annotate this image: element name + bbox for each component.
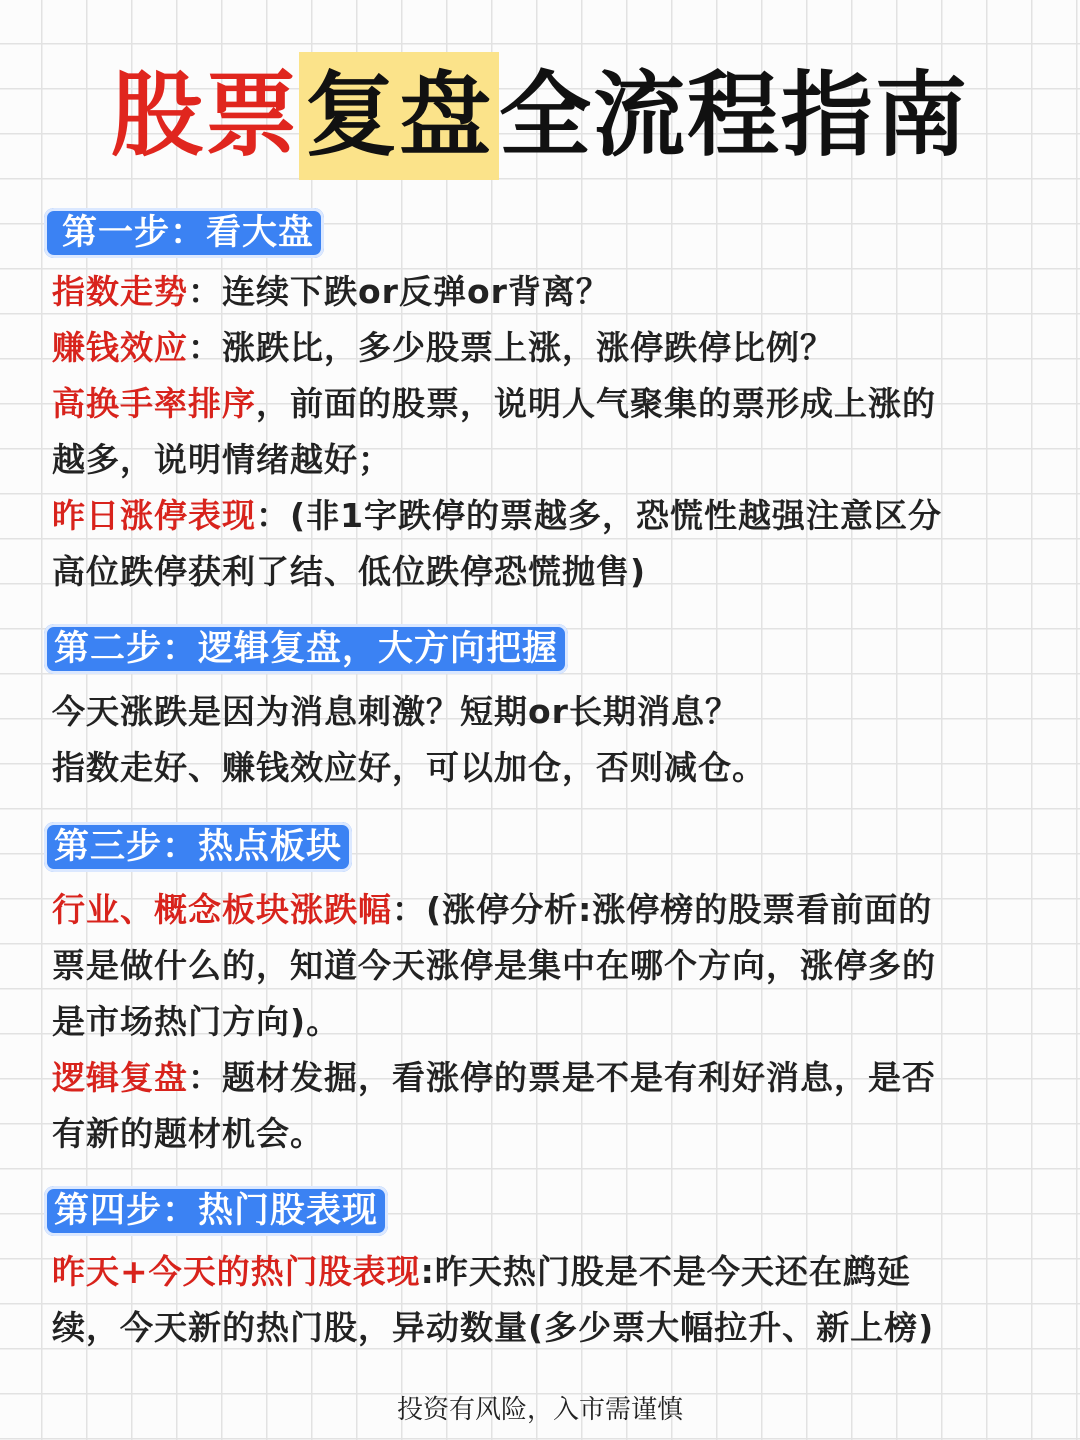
step-3-badge: 第三步：热点板块	[44, 822, 352, 872]
line-key: 高换手率排序	[52, 384, 256, 423]
step-3-line-4	[52, 1050, 1032, 1106]
step-2-line-1	[52, 684, 1032, 740]
page-title	[0, 52, 1080, 180]
line-text: 高位跌停获利了结、低位跌停恐慌抛售)	[52, 552, 647, 591]
line-text: 续，今天新的热门股，异动数量(多少票大幅拉升、新上榜)	[52, 1308, 935, 1347]
step-3-line-3	[52, 994, 1032, 1050]
line-text: 涨跌比，多少股票上涨，涨停跌停比例？	[222, 328, 834, 367]
step-1-line-6	[52, 544, 1032, 600]
line-separator: ：	[256, 496, 290, 535]
step-2-content	[52, 684, 1032, 796]
step-4-line-1	[52, 1244, 1032, 1300]
title-black-part: 全流程指南	[499, 62, 970, 169]
step-1-line-2	[52, 320, 1032, 376]
line-text: 指数走好、赚钱效应好，可以加仓，否则减仓。	[52, 748, 766, 787]
line-separator: ：	[188, 1058, 222, 1097]
risk-disclaimer: 投资有风险，入市需谨慎	[396, 1395, 683, 1425]
title-highlight-part: 复盘	[299, 52, 499, 180]
line-key: 行业、概念板块涨跌幅	[52, 890, 392, 929]
step-4-line-2	[52, 1300, 1032, 1356]
line-text: 题材发掘，看涨停的票是不是有利好消息，是否	[222, 1058, 936, 1097]
title-red-part: 股票	[110, 62, 299, 169]
step-3-line-1	[52, 882, 1032, 938]
step-3-line-5	[52, 1106, 1032, 1162]
line-text: 今天涨跌是因为消息刺激？短期or长期消息？	[52, 692, 739, 731]
line-text: 昨天热门股是不是今天还在鹧延	[434, 1252, 911, 1291]
line-text: 有新的题材机会。	[52, 1114, 324, 1153]
line-text: 连续下跌or反弹or背离？	[222, 272, 610, 311]
line-key: 赚钱效应	[52, 328, 188, 367]
line-text: (非1字跌停的票越多，恐慌性越强注意区分	[290, 496, 943, 535]
line-text: 票是做什么的，知道今天涨停是集中在哪个方向，涨停多的	[52, 946, 936, 985]
step-1-content	[52, 264, 1032, 600]
step-1-badge: 第一步：看大盘	[44, 208, 324, 258]
line-key: 昨日涨停表现	[52, 496, 256, 535]
step-3-content	[52, 882, 1032, 1162]
line-text: 越多，说明情绪越好；	[52, 440, 392, 479]
line-separator: ：	[392, 890, 426, 929]
step-1-line-4	[52, 432, 1032, 488]
line-key: 昨天+今天的热门股表现	[52, 1252, 421, 1291]
step-2-badge: 第二步：逻辑复盘，大方向把握	[44, 624, 568, 674]
line-separator: :	[420, 1252, 435, 1291]
step-1-line-1	[52, 264, 1032, 320]
line-text: (涨停分析:涨停榜的股票看前面的	[426, 890, 933, 929]
step-4-badge: 第四步：热门股表现	[44, 1186, 388, 1236]
line-separator: ：	[188, 272, 222, 311]
step-3-line-2	[52, 938, 1032, 994]
step-4-content	[52, 1244, 1032, 1356]
step-1-line-3	[52, 376, 1032, 432]
step-2-line-2	[52, 740, 1032, 796]
line-text: ，前面的股票，说明人气聚集的票形成上涨的	[256, 384, 936, 423]
step-1-line-5	[52, 488, 1032, 544]
line-text: 是市场热门方向)。	[52, 1002, 341, 1041]
line-key: 逻辑复盘	[52, 1058, 188, 1097]
line-key: 指数走势	[52, 272, 188, 311]
line-separator: ：	[188, 328, 222, 367]
